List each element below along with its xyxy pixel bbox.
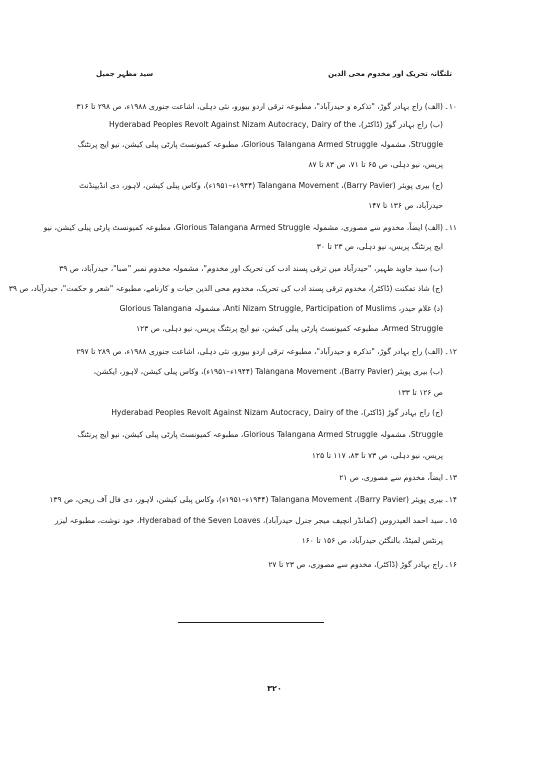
endnote-text: Struggle، مشمولہ Glorious Talangana Armed Struggle، مطبوعہ کمیونسٹ پارٹی پبلی کیشن، نیو ایج پرنٹنگ	[77, 430, 443, 439]
endnote-line	[59, 262, 457, 276]
endnote-line	[94, 386, 457, 400]
endnote-line	[94, 558, 457, 572]
endnote-line	[77, 138, 457, 152]
endnote-text: پریس، نیو دہلی، ص ۶۵ تا ۷۱، ص ۸۳ تا ۸۷	[308, 160, 443, 169]
endnote-line	[43, 221, 457, 235]
endnote-number: ۱۱۔	[444, 223, 457, 232]
endnote-text: سید احمد العیدروس (کمانڈر انچیف میجر جنرل حیدرآباد)، Hyderabad of the Seven Loaves، خود نوشت، مطبوعہ لیزر	[54, 516, 443, 525]
endnote-text: (ب) بیری پویئر (Barry Pavier)، Talangana Movement (۱۹۴۴ء–۱۹۵۱ء)، وکاس پبلی کیشن، لاہور، ایکشن،	[93, 367, 443, 376]
endnote-text: حیدرآباد، ص ۱۳۶ تا ۱۴۷	[368, 201, 443, 210]
endnote-text: Struggle، مشمولہ Glorious Talangana Armed Struggle، مطبوعہ کمیونسٹ پارٹی پبلی کیشن، نیو ایج پرنٹنگ	[77, 140, 443, 149]
endnote-line	[77, 428, 457, 442]
endnote-line	[54, 514, 457, 528]
endnote-line	[94, 406, 457, 420]
footer-divider	[178, 622, 324, 623]
endnote-line	[76, 345, 457, 359]
page-number: ۳۲۰	[267, 684, 282, 693]
endnote-line	[94, 302, 457, 316]
book-title: تلنگانہ تحریک اور مخدوم محی الدین	[328, 70, 452, 78]
endnote-text: (الف) راج بہادر گوڑ، "تذکرہ و حیدرآباد"، مطبوعہ ترقی اردو بیورو، نئی دہلی، اشاعت جنوری ۱۹۸۸ء، ص ۲۹۸ تا ۳۱۶	[76, 102, 443, 111]
endnote-number: ۱۳۔	[444, 473, 457, 482]
endnote-text: پرنٹس لمیٹڈ، بالنگٹن حیدرآباد، ص ۱۵۶ تا ۱۶۰	[301, 536, 443, 545]
endnote-line	[49, 493, 457, 507]
endnote-line	[94, 322, 457, 336]
endnote-number: ۱۶۔	[444, 560, 457, 569]
endnote-text: (ج) بیری پویئر (Barry Pavier)، Talangana Movement (۱۹۴۴ء–۱۹۵۱ء)، وکاس پبلی کیشن، لاہور، دی انڈیپنڈنٹ	[79, 181, 443, 190]
endnote-text: ایج پرنٹنگ پریس، نیو دہلی، ص ۲۳ تا ۳۰	[316, 242, 443, 251]
running-header	[96, 70, 452, 84]
endnote-line	[94, 534, 457, 548]
endnote-line	[94, 449, 457, 463]
endnote-line	[94, 240, 457, 254]
endnote-text: راج بہادر گوڑ (ڈاکٹر)، مخدوم سے مصوری، ص ۲۳ تا ۲۷	[268, 560, 443, 569]
endnote-line	[76, 100, 457, 114]
endnote-text: (ج) شاذ تمکنت (ڈاکٹر)، مخدوم ترقی پسند ادب کی تحریک، مخدوم محی الدین حیات و کارنامے، مطبوعہ "شعر و حکمت"، حیدرآباد، ص ۳۹	[8, 284, 443, 293]
endnote-text: (د) غلام حیدر، Anti Nizam Struggle, Participation of Muslims، مشمولہ Glorious Talangana	[119, 304, 443, 313]
endnote-text: ایضاً، مخدوم سے مصوری، ص ۲۱	[339, 473, 443, 482]
endnote-text: (ج) راج بہادر گوڑ (ڈاکٹر)، Hyderabad Peoples Revolt Against Nizam Autocracy, Dairy of the	[111, 408, 443, 417]
endnote-line	[94, 199, 457, 213]
endnote-text: ص ۱۲۶ تا ۱۳۳	[397, 388, 443, 397]
endnote-line	[94, 365, 457, 379]
endnote-line	[94, 118, 457, 132]
endnote-text: (الف) ایضاً، مخدوم سے مصوری، مشمولہ Glorious Talangana Armed Struggle، مطبوعہ کمیونسٹ پارٹی پبلی کیشن، نیو	[43, 223, 443, 232]
endnote-line	[94, 158, 457, 172]
endnote-text: پریس، نیو دہلی، ص ۷۳ تا ۸۳، ۱۱۷ تا ۱۲۵	[311, 451, 443, 460]
endnote-text: (الف) راج بہادر گوڑ، "تذکرہ و حیدرآباد"، مطبوعہ ترقی اردو بیورو، نئی دہلی، اشاعت جنوری ۱۹۸۸ء، ص ۲۸۹ تا ۲۹۷	[76, 347, 443, 356]
endnote-text: بیری پویئر (Barry Pavier)، Talangana Movement (۱۹۴۴ء–۱۹۵۱ء)، وکاس پبلی کیشن، لاہور، دی فال آف ریجن، ص ۱۳۹	[49, 495, 443, 504]
endnote-text: (ب) راج بہادر گوڑ (ڈاکٹر)، Hyderabad Peoples Revolt Against Nizam Autocracy, Dairy of the	[108, 120, 443, 129]
endnote-number: ۱۵۔	[444, 516, 457, 525]
endnote-text: Armed Struggle، مطبوعہ کمیونسٹ پارٹی پبلی کیشن، نیو ایج پرنٹنگ پریس، نیو دہلی، ص ۱۲۳	[136, 324, 443, 333]
endnote-text: (ب) سید جاوید ظہیر، "حیدرآباد میں ترقی پسند ادب کی تحریک اور مخدوم"، مشمولہ مخدوم نمبر "صبا"، حیدرآباد، ص ۳۹	[59, 264, 443, 273]
endnote-number: ۱۴۔	[444, 495, 457, 504]
endnote-line	[79, 179, 457, 193]
endnote-number: ۱۲۔	[444, 347, 457, 356]
author-name: سید مظہر جمیل	[96, 70, 154, 78]
endnote-number: ۱۰۔	[444, 102, 457, 111]
endnote-line	[94, 471, 457, 485]
endnote-line	[8, 282, 457, 296]
